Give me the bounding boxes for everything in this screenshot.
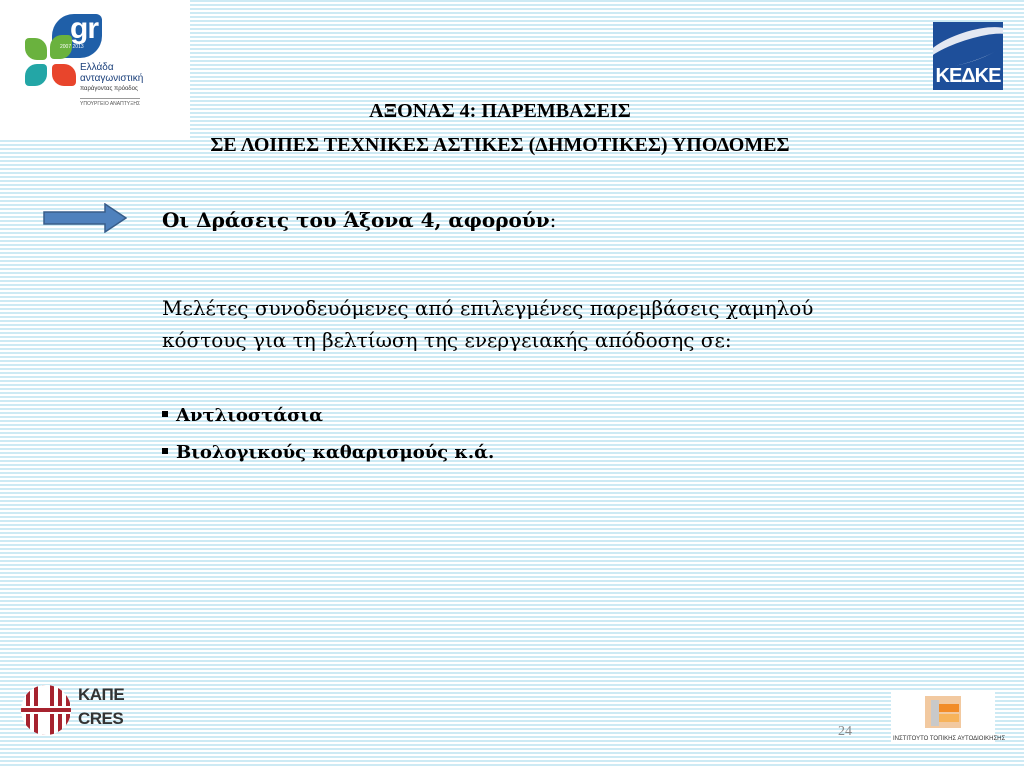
kape-emblem-icon bbox=[20, 675, 72, 745]
list-item bbox=[162, 405, 323, 426]
institute-emblem-icon bbox=[891, 690, 995, 734]
logo-line-4: ΥΠΟΥΡΓΕΙΟ ΑΝΑΠΤΥΞΗΣ bbox=[80, 98, 140, 107]
description-paragraph bbox=[162, 292, 962, 356]
logo-line-3: παράγοντας πρόοδος bbox=[80, 86, 138, 92]
square-bullet-icon bbox=[162, 411, 168, 417]
paragraph-line-1: Μελέτες συνοδευόμενες από επιλεγμένες παρεμβάσεις χαμηλού bbox=[162, 296, 814, 320]
logo-line-1: Ελλάδα bbox=[80, 62, 114, 73]
logo-gr-text: gr bbox=[70, 12, 98, 45]
section-heading bbox=[162, 208, 556, 232]
kape-cres-logo bbox=[20, 675, 125, 745]
cres-logo-text: CRES bbox=[78, 709, 124, 728]
logo-years: 2007 2013 bbox=[60, 44, 84, 50]
page-number: 24 bbox=[838, 724, 852, 739]
heading-colon: : bbox=[549, 208, 557, 232]
kape-logo-text: ΚΑΠΕ bbox=[78, 685, 125, 704]
arrow-right-icon bbox=[43, 203, 127, 233]
slide-title-line-2: ΣΕ ΛΟΙΠΕΣ ΤΕΧΝΙΚΕΣ ΑΣΤΙΚΕΣ (ΔΗΜΟΤΙΚΕΣ) ΥΠΟΔΟΜΕΣ bbox=[210, 134, 790, 156]
list-item bbox=[162, 442, 494, 463]
slide-title-line-1: ΑΞΟΝΑΣ 4: ΠΑΡΕΜΒΑΣΕΙΣ bbox=[369, 100, 631, 122]
local-government-institute-logo bbox=[891, 690, 1006, 744]
logo-shape bbox=[25, 38, 47, 60]
list-item-text: Αντλιοστάσια bbox=[176, 405, 323, 426]
paragraph-line-2: κόστους για τη βελτίωση της ενεργειακής απόδοσης σε: bbox=[162, 328, 732, 352]
kedke-logo bbox=[933, 22, 1003, 90]
logo-line-2: ανταγωνιστική bbox=[80, 73, 144, 84]
kedke-logo-text: ΚΕΔΚΕ bbox=[935, 65, 1001, 87]
square-bullet-icon bbox=[162, 448, 168, 454]
institute-logo-caption: ΙΝΣΤΙΤΟΥΤΟ ΤΟΠΙΚΗΣ ΑΥΤΟΔΙΟΙΚΗΣΗΣ bbox=[893, 736, 1006, 742]
section-heading-text: Οι Δράσεις του Άξονα 4, αφορούν bbox=[162, 208, 550, 232]
logo-shape bbox=[52, 64, 76, 86]
logo-shape bbox=[25, 64, 47, 86]
list-item-text: Βιολογικούς καθαρισμούς κ.ά. bbox=[176, 442, 495, 463]
